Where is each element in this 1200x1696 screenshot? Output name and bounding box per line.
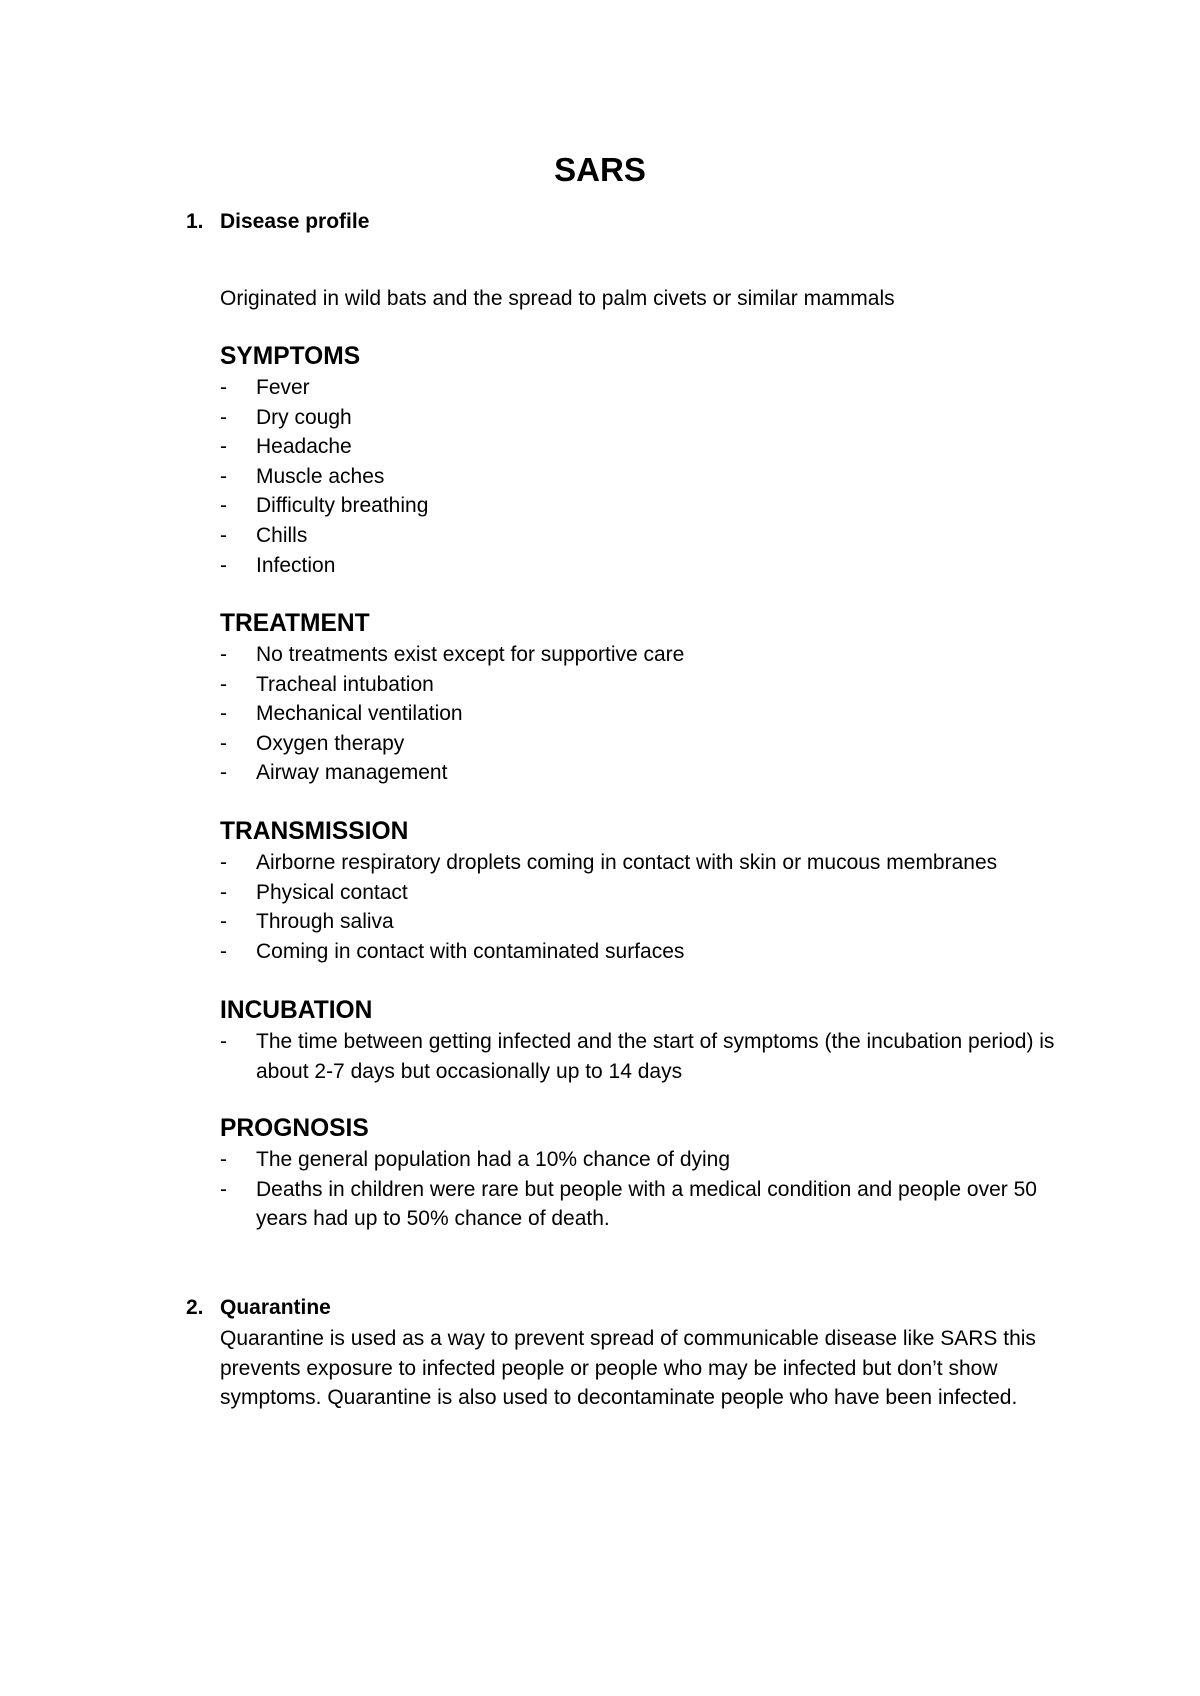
dash-bullet: -	[220, 643, 227, 666]
list-item	[220, 878, 1060, 908]
list-item	[220, 403, 1060, 433]
dash-bullet: -	[220, 1177, 227, 1201]
incubation-heading: INCUBATION	[220, 997, 373, 1024]
list-item-text: Physical contact	[256, 880, 408, 904]
dash-bullet: -	[220, 702, 227, 726]
section-2-heading	[186, 1293, 331, 1323]
dash-bullet: -	[220, 523, 227, 547]
document-title: SARS	[554, 151, 646, 188]
dash-bullet: -	[220, 761, 227, 785]
list-item	[220, 640, 1060, 670]
list-item-text: Oxygen therapy	[256, 731, 405, 755]
list-item-text: The time between getting infected and the start of symptoms (the incubation period) is about 2-7 days but occasionally up to 14 days	[256, 1030, 1055, 1083]
symptoms-list	[220, 373, 1060, 580]
list-item-text: Fever	[256, 376, 310, 399]
dash-bullet: -	[220, 1148, 227, 1171]
dash-bullet: -	[220, 405, 227, 429]
list-item-text: Mechanical ventilation	[256, 702, 463, 726]
list-item	[220, 432, 1060, 462]
list-item-text: No treatments exist except for supportive care	[256, 643, 685, 666]
dash-bullet: -	[220, 939, 227, 963]
list-item	[220, 937, 1060, 967]
prognosis-heading: PROGNOSIS	[220, 1115, 369, 1142]
list-item	[220, 699, 1060, 729]
dash-bullet: -	[220, 464, 227, 488]
treatment-list	[220, 640, 1060, 788]
section-1-number: 1.	[186, 210, 204, 233]
dash-bullet: -	[220, 494, 227, 518]
dash-bullet: -	[220, 1030, 227, 1053]
list-item	[220, 551, 1060, 581]
section-1-title: Disease profile	[220, 210, 370, 233]
list-item-text: Infection	[256, 553, 336, 577]
dash-bullet: -	[220, 731, 227, 755]
list-item-text: Difficulty breathing	[256, 494, 429, 518]
section-2-number: 2.	[186, 1296, 204, 1319]
list-item-text: Through saliva	[256, 910, 394, 934]
quarantine-paragraph: Quarantine is used as a way to prevent spread of communicable disease like SARS this prevents exposure to infected people or people who may be infected but don’t show symptoms. Quarantine is also used to decontaminate people who have been infected.	[220, 1327, 1036, 1410]
dash-bullet: -	[220, 851, 227, 874]
dash-bullet: -	[220, 910, 227, 934]
list-item	[220, 758, 1060, 788]
transmission-heading: TRANSMISSION	[220, 818, 409, 845]
dash-bullet: -	[220, 376, 227, 399]
section-2-title: Quarantine	[220, 1296, 331, 1319]
incubation-list	[220, 1027, 1060, 1086]
list-item-text: Deaths in children were rare but people with a medical condition and people over 50 years had up to 50% chance of death.	[256, 1177, 1037, 1231]
list-item-text: Airborne respiratory droplets coming in contact with skin or mucous membranes	[256, 851, 998, 874]
dash-bullet: -	[220, 553, 227, 577]
list-item	[220, 373, 1060, 403]
treatment-heading: TREATMENT	[220, 610, 370, 637]
list-item-text: Headache	[256, 435, 352, 459]
list-item	[220, 462, 1060, 492]
list-item	[220, 1145, 1060, 1175]
list-item	[220, 1027, 1060, 1086]
transmission-list	[220, 848, 1060, 966]
list-item-text: Muscle aches	[256, 464, 385, 488]
list-item	[220, 670, 1060, 700]
dash-bullet: -	[220, 672, 227, 696]
list-item-text: Coming in contact with contaminated surfaces	[256, 939, 685, 963]
list-item	[220, 848, 1060, 878]
list-item	[220, 729, 1060, 759]
list-item	[220, 907, 1060, 937]
dash-bullet: -	[220, 435, 227, 459]
prognosis-list	[220, 1145, 1060, 1234]
list-item-text: Tracheal intubation	[256, 672, 434, 696]
section-1-heading	[186, 207, 369, 237]
list-item	[220, 491, 1060, 521]
list-item-text: The general population had a 10% chance of dying	[256, 1148, 731, 1171]
symptoms-heading: SYMPTOMS	[220, 343, 361, 370]
list-item-text: Dry cough	[256, 405, 352, 429]
dash-bullet: -	[220, 880, 227, 904]
list-item	[220, 1175, 1060, 1234]
list-item	[220, 521, 1060, 551]
list-item-text: Airway management	[256, 761, 448, 785]
disease-origin-text: Originated in wild bats and the spread to palm civets or similar mammals	[220, 287, 895, 310]
list-item-text: Chills	[256, 523, 308, 547]
